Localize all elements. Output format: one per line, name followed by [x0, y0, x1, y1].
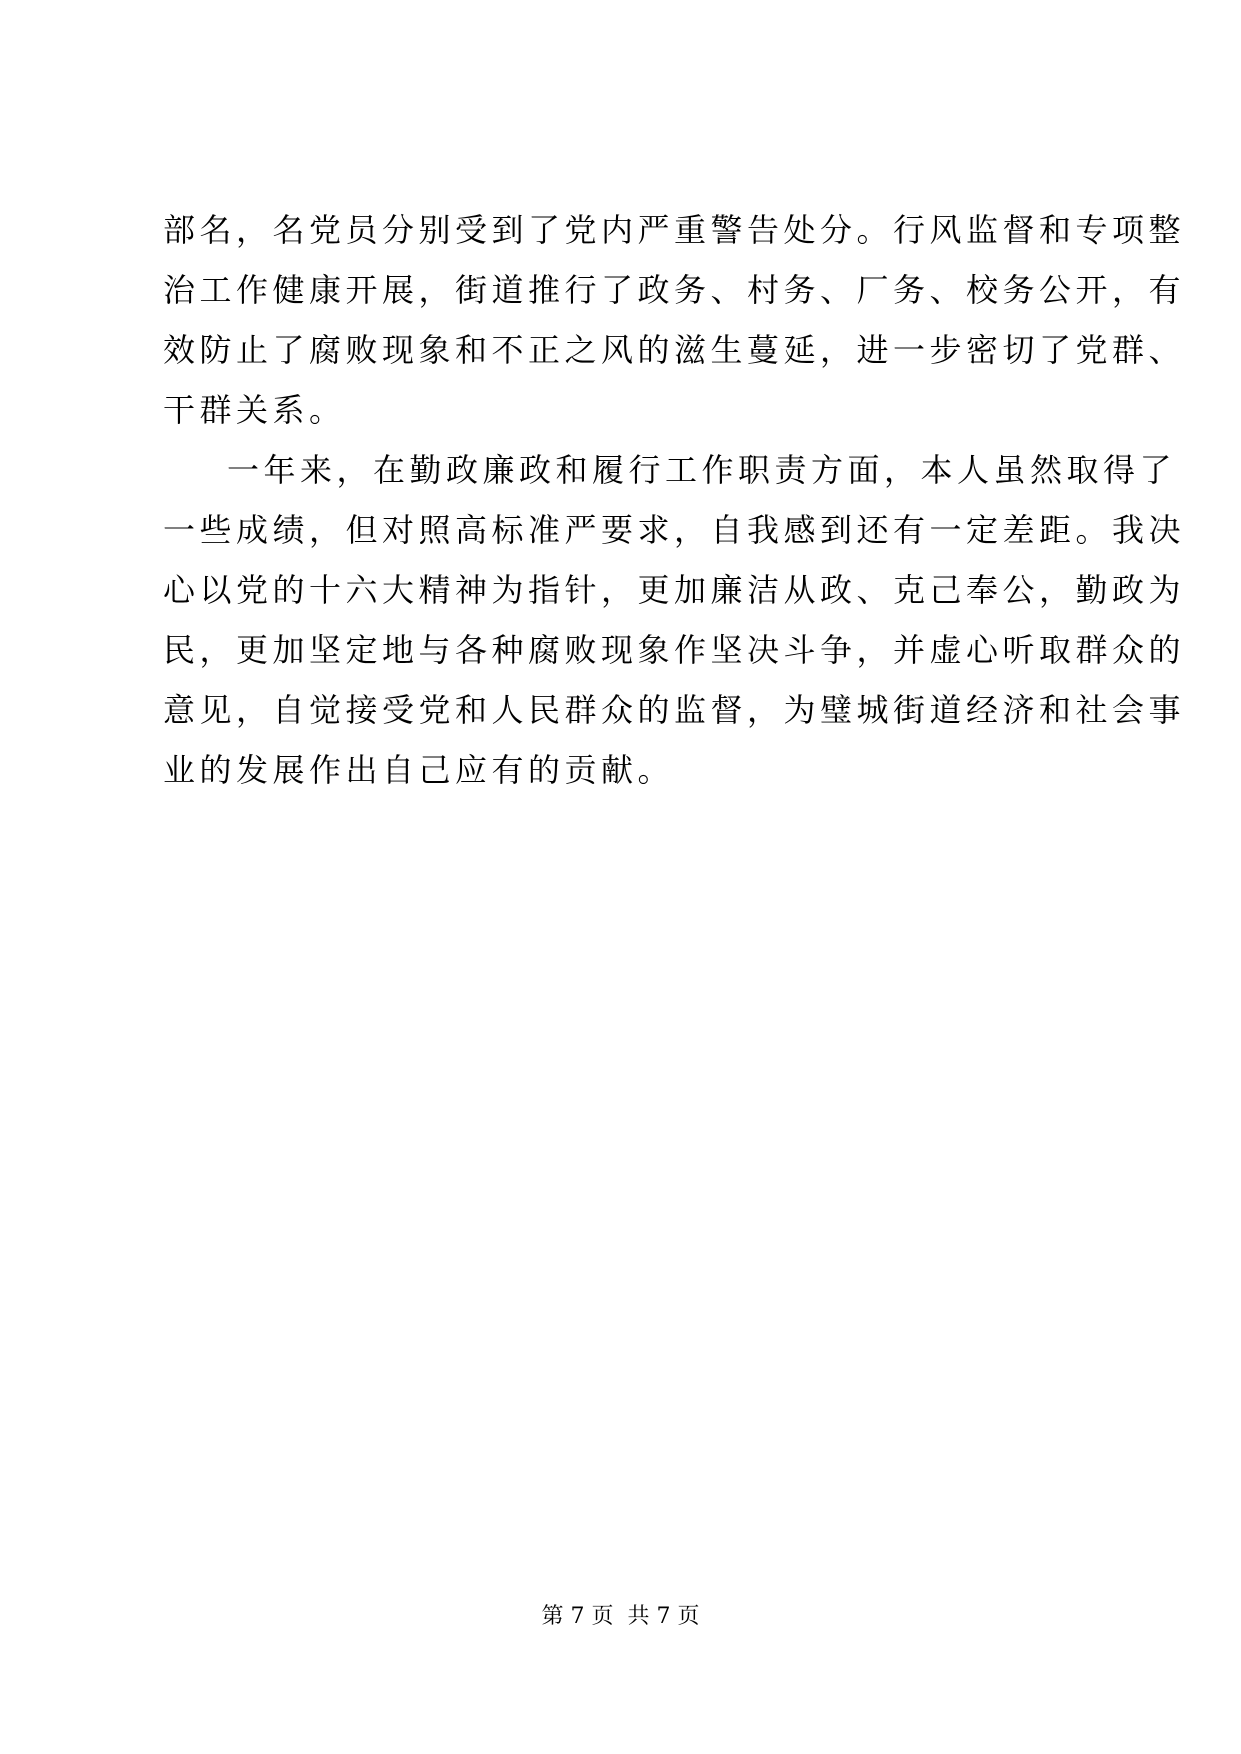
text-line: 心以党的十六大精神为指针，更加廉洁从政、克己奉公，勤政为: [163, 571, 1186, 609]
text-line: 部名，名党员分别受到了党内严重警告处分。行风监督和专项整: [163, 211, 1186, 249]
text-line: 一些成绩，但对照高标准严要求，自我感到还有一定差距。我决: [163, 511, 1186, 549]
page-footer: [0, 1602, 1241, 1632]
text-line: 效防止了腐败现象和不正之风的滋生蔓延，进一步密切了党群、: [163, 331, 1186, 369]
text-line: 业的发展作出自己应有的贡献。: [163, 751, 675, 789]
text-line: 治工作健康开展，街道推行了政务、村务、厂务、校务公开，有: [163, 271, 1186, 309]
page-number: 第 7 页 共 7 页: [541, 1604, 700, 1629]
text-line: 一年来，在勤政廉政和履行工作职责方面，本人虽然取得了: [227, 451, 1177, 489]
text-line: 意见，自觉接受党和人民群众的监督，为璧城街道经济和社会事: [163, 691, 1186, 729]
text-line: 干群关系。: [163, 391, 346, 429]
body-text: [163, 205, 1186, 805]
text-line: 民，更加坚定地与各种腐败现象作坚决斗争，并虚心听取群众的: [163, 631, 1186, 669]
